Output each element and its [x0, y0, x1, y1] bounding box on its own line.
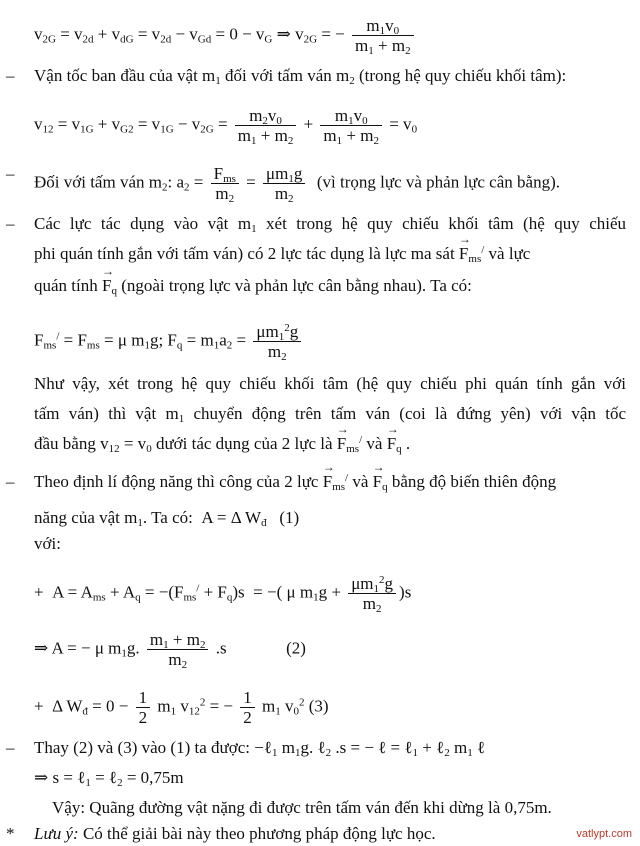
text-friction: phi quán tính gắn với tấm ván) có 2 lực tác dụng là lực ma sát → $F_{ms}^/$ và lực: [34, 244, 530, 264]
eq-work-2: ⇒ A = − μ $m_1g$. $\frac{m_1 + m_2}{m_2}$ .s (2): [34, 630, 306, 671]
text-inertia: quán tính → $F_q$ (ngoài trọng lực và phản lực cân bằng nhau). Ta có:: [34, 276, 472, 296]
text-substitute: Thay (2) và (3) vào (1) ta được: −ℓ$_1$ $m_1g$. ℓ$_2$ .s = − ℓ = ℓ$_1$ + ℓ$_2$ $m_1$ ℓ: [34, 738, 486, 759]
text-conclusion-2: tấm ván) thì vật $m_1$ chuyển động trên tấm ván (coi là đứng yên) với vận tốc: [34, 404, 627, 425]
fraction-m1v0-2: $\frac{m_1v_0}{m_1 + m_2}$: [320, 106, 382, 145]
watermark: vatlypt.com: [576, 828, 632, 840]
eq-a-dw: năng của vật $m_1$. Ta có: A = Δ $W_đ$ (1): [34, 508, 300, 529]
eq-a2: Đối với tấm ván $m_2$: $a_2$ = $\frac{F_{ms}}{m_2}$ = $\frac{\mu m_1g}{m_2}$ (vì trọng lực và phản lực cân bằng).: [34, 164, 560, 205]
eq-work: + $A = A_{ms} + A_q = -(F_{ms}^/ + F_q)s$ = −( μ $m_1g$ + $\frac{\mu m_1^2g}{m_2}$ )s: [34, 574, 412, 615]
text-with: với:: [34, 534, 61, 553]
fraction-m1m2-m2: $\frac{m_1 + m_2}{m_2}$: [147, 630, 209, 669]
text-conclusion-3: đầu bằng $v_{12} = v_0$ dưới tác dụng của 2 lực là → $F_{ms}^/$ và → $F_q$ .: [34, 434, 410, 454]
text-final: Vậy: Quãng đường vật nặng đi được trên tấm ván đến khi dừng là 0,75m.: [52, 798, 552, 817]
fraction-m2v0: $\frac{m_2v_0}{m_1 + m_2}$: [235, 106, 297, 145]
eq-delta-wd: + Δ $W_đ = 0$ − $\frac{1}{2}$ $m_1$ $v_{12}^2$ = − $\frac{1}{2}$ $m_1$ $v_0^2$ (3): [34, 688, 329, 727]
dash-bullet: –: [6, 472, 15, 491]
fraction-half-2: $\frac{1}{2}$: [240, 688, 255, 727]
text-forces: Các lực tác dụng vào vật $m_1$ xét trong hệ quy chiếu khối tâm (hệ quy chiếu: [34, 214, 627, 235]
text-theorem: Theo định lí động năng thì công của 2 lực → $F_{ms}^/$ và → $F_q$ bằng độ biến thiên động: [34, 472, 556, 492]
text-initial-velocity: Vận tốc ban đầu của vật $m_1$ đối với tấm ván $m_2$ (trong hệ quy chiếu khối tâm):: [34, 66, 567, 87]
dash-bullet: –: [6, 214, 15, 233]
fraction-mum1g-m2: $\frac{\mu m_1g}{m_2}$: [263, 164, 305, 203]
dash-bullet: –: [6, 738, 15, 757]
star-bullet: *: [6, 824, 15, 843]
eq-result: ⇒ s = ℓ$_1$ = ℓ$_2$ = 0,75m: [34, 768, 184, 789]
dash-bullet: –: [6, 164, 15, 183]
fraction-fms-m2: $\frac{F_{ms}}{m_2}$: [211, 164, 239, 203]
fraction-mum1sq-g-m2-2: $\frac{\mu m_1^2g}{m_2}$: [348, 574, 396, 613]
eq-v2g: $v_{2G} = v_{2d} + v_{dG} = v_{2d} - v_{Gd} = 0 - v_G$ ⇒ $v_{2G}$ = − $\frac{m_1v_0}{m_1 + m_2}$: [34, 16, 417, 55]
fraction-half: $\frac{1}{2}$: [136, 688, 151, 727]
eq-fms-fq: $F_{ms}^/ = F_{ms} = \mu$ $m_1g$; $F_q = m_1a_2$ = $\frac{\mu m_1^2g}{m_2}$: [34, 322, 304, 361]
text-note: Lưu ý: Có thể giải bài này theo phương pháp động lực học.: [34, 824, 436, 843]
text-conclusion-1: Như vậy, xét trong hệ quy chiếu khối tâm (hệ quy chiếu phi quán tính gắn với: [34, 374, 626, 393]
fraction-m1v0: $\frac{m_1v_0}{m_1 + m_2}$: [352, 16, 414, 55]
dash-bullet: –: [6, 66, 15, 85]
eq-v12: $v_{12} = v_{1G} + v_{G2} = v_{1G} - v_{2G}$ = $\frac{m_2v_0}{m_1 + m_2}$ + $\frac{m_1v_0}{m_1 + m_2}$ = $v_0$: [34, 106, 418, 147]
fraction-mum1sq-g-m2: $\frac{\mu m_1^2g}{m_2}$: [253, 322, 301, 361]
